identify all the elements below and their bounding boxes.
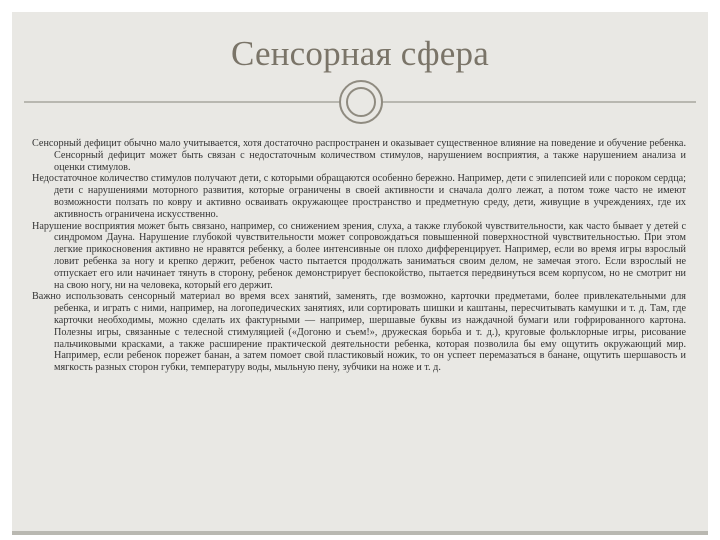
paragraph-sensory-deficit: Сенсорный дефицит обычно мало учитывается, хотя достаточно распространен и оказывает существенное влияние на поведение и обучение ребенка. Сенсорный дефицит может быть связан с недостаточным количеством стимулов, нарушением восприятия, а также нарушением анализа и оценки стимулов.	[32, 138, 686, 173]
slide-body	[32, 138, 686, 374]
slide-title: Сенсорная сфера	[231, 34, 489, 73]
paragraph-sensory-material: Важно использовать сенсорный материал во время всех занятий, заменять, где возможно, карточки предметами, более привлекательными для ребенка, и играть с ними, например, на логопедических занятиях, или сортировать шишки и каштаны, пересчитывать камушки и т. д. Там, где карточки необходимы, можно сделать их фактурными — например, шершавые буквы из наждачной бумаги или гофрированного картона. Полезны игры, связанные с телесной стимуляцией («Догоню и съем!», дружеская борьба и т. д.), круговые фольклорные игры, рисование пальчиковыми красками, а также расширение практической деятельности ребенка, которая позволила бы ему ощутить окружающий мир. Например, если ребенок порежет банан, а затем помоет свой пластиковый ножик, то он успеет перемазаться в банане, ощутить шершавость и мягкость разных сторон губки, температуру воды, мыльную пену, зубчики на ноже и т. д.	[32, 291, 686, 374]
paragraph-perception-disorder: Нарушение восприятия может быть связано, например, со снижением зрения, слуха, а также глубокой чувствительности, как часто бывает у детей с синдромом Дауна. Нарушение глубокой чувствительности может сопровождаться повышенной поверхностной чувствительностью. При этом легкие прикосновения активно не нравятся ребенку, а более интенсивные он плохо дифференцирует. Например, если во время игры взрослый ловит ребенка за ногу и крепко держит, ребенок часто пытается продолжать заниматься своим делом, не замечая этого. Если взрослый не отпускает его или начинает тянуть в сторону, ребенок демонстрирует беспокойство, пытается передвинуться всем корпусом, но не смотрит ни на свою ногу, ни на человека, который его держит.	[32, 220, 686, 291]
ring-ornament-inner	[346, 87, 376, 117]
paragraph-insufficient-stimuli: Недостаточное количество стимулов получают дети, с которыми обращаются особенно бережно. Например, дети с эпилепсией или с пороком сердца; дети с нарушениями моторного развития, которые ограничены в своей активности и сначала долго лежат, а потом тоже часто не имеют возможности ползать по ковру и активно осваивать окружающее пространство и предметную среду, дети, живущие в учреждениях, где их активность ограничена искусственно.	[32, 173, 686, 220]
bottom-bar	[12, 531, 708, 535]
ring-ornament-icon	[339, 80, 383, 124]
